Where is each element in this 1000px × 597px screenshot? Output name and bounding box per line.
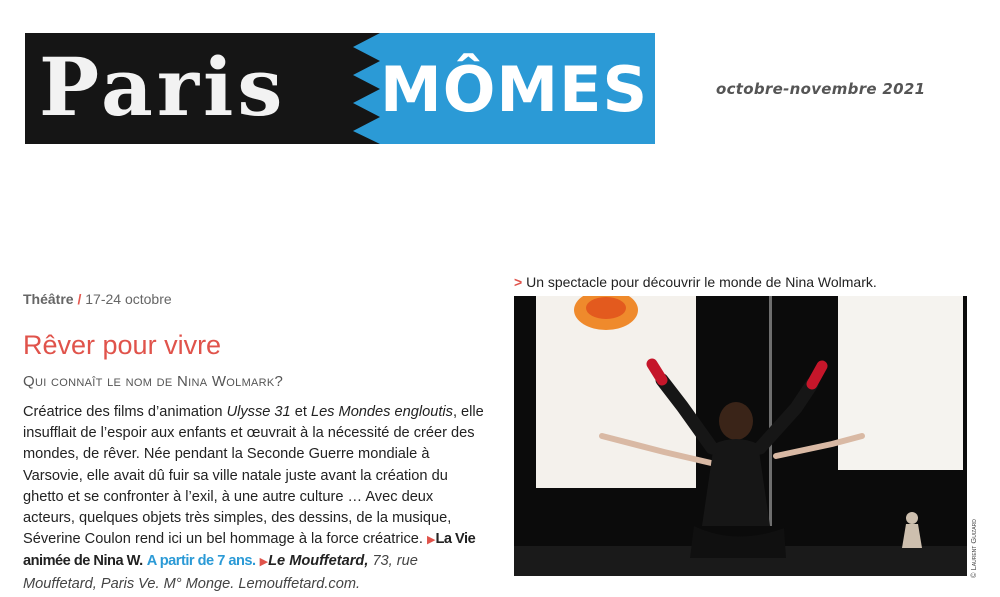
stage-photo-illustration xyxy=(514,296,967,576)
rubric-dates: 17-24 octobre xyxy=(85,291,172,307)
logo-paris-text: Paris xyxy=(39,40,287,134)
logo-zigzag-edge xyxy=(325,33,385,144)
triangle-arrow-icon: ▶ xyxy=(426,534,436,547)
article-rubric xyxy=(23,291,172,307)
body-part-2: et xyxy=(290,404,311,420)
article-body xyxy=(23,402,488,595)
caption-text: Un spectacle pour découvrir le monde de Nina Wolmark. xyxy=(526,274,877,290)
stage-photo xyxy=(514,296,967,576)
venue-name: Le Mouffetard, xyxy=(268,553,369,570)
issue-date: octobre-novembre 2021 xyxy=(716,80,926,98)
film-title-mondes: Les Mondes engloutis xyxy=(310,404,453,420)
rubric-separator: / xyxy=(77,291,82,307)
body-part-3: , elle insufflait de l’espoir aux enfants et œuvrait à la nécessité de créer des mondes, de rêver. Née pendant la Seconde Guerre mondiale à Varsovie, elle avait dû fuir sa ville natale juste avant la création du ghetto et se confronter à l’exil, à une autre culture … Avec deux acteurs, quelques objets très simples, des dessins, de la musique, Séverine Coulon rend ici un bel hommage à la force créatrice. xyxy=(23,404,484,548)
show-title: La Vie animée de Nina W. xyxy=(23,531,476,570)
article-headline: Rêver pour vivre xyxy=(23,330,222,360)
photo-credit: © Laurent Guizard xyxy=(969,519,978,578)
logo-momes-text: MÔMES xyxy=(380,53,649,126)
chevron-right-icon: > xyxy=(514,274,523,290)
masthead-logo xyxy=(25,33,655,144)
rubric-name: Théâtre xyxy=(23,291,74,307)
venue-address: 73, rue Mouffetard, Paris Ve. M° Monge. Lemouffetard.com. xyxy=(23,553,418,592)
photo-caption xyxy=(514,274,877,290)
body-part-1: Créatrice des films d’animation xyxy=(23,404,227,420)
film-title-ulysse: Ulysse 31 xyxy=(226,404,291,420)
age-info: A partir de 7 ans. xyxy=(146,553,256,570)
article-kicker: Qui connaît le nom de Nina Wolmark? xyxy=(23,373,284,390)
triangle-arrow-icon: ▶ xyxy=(259,556,269,569)
